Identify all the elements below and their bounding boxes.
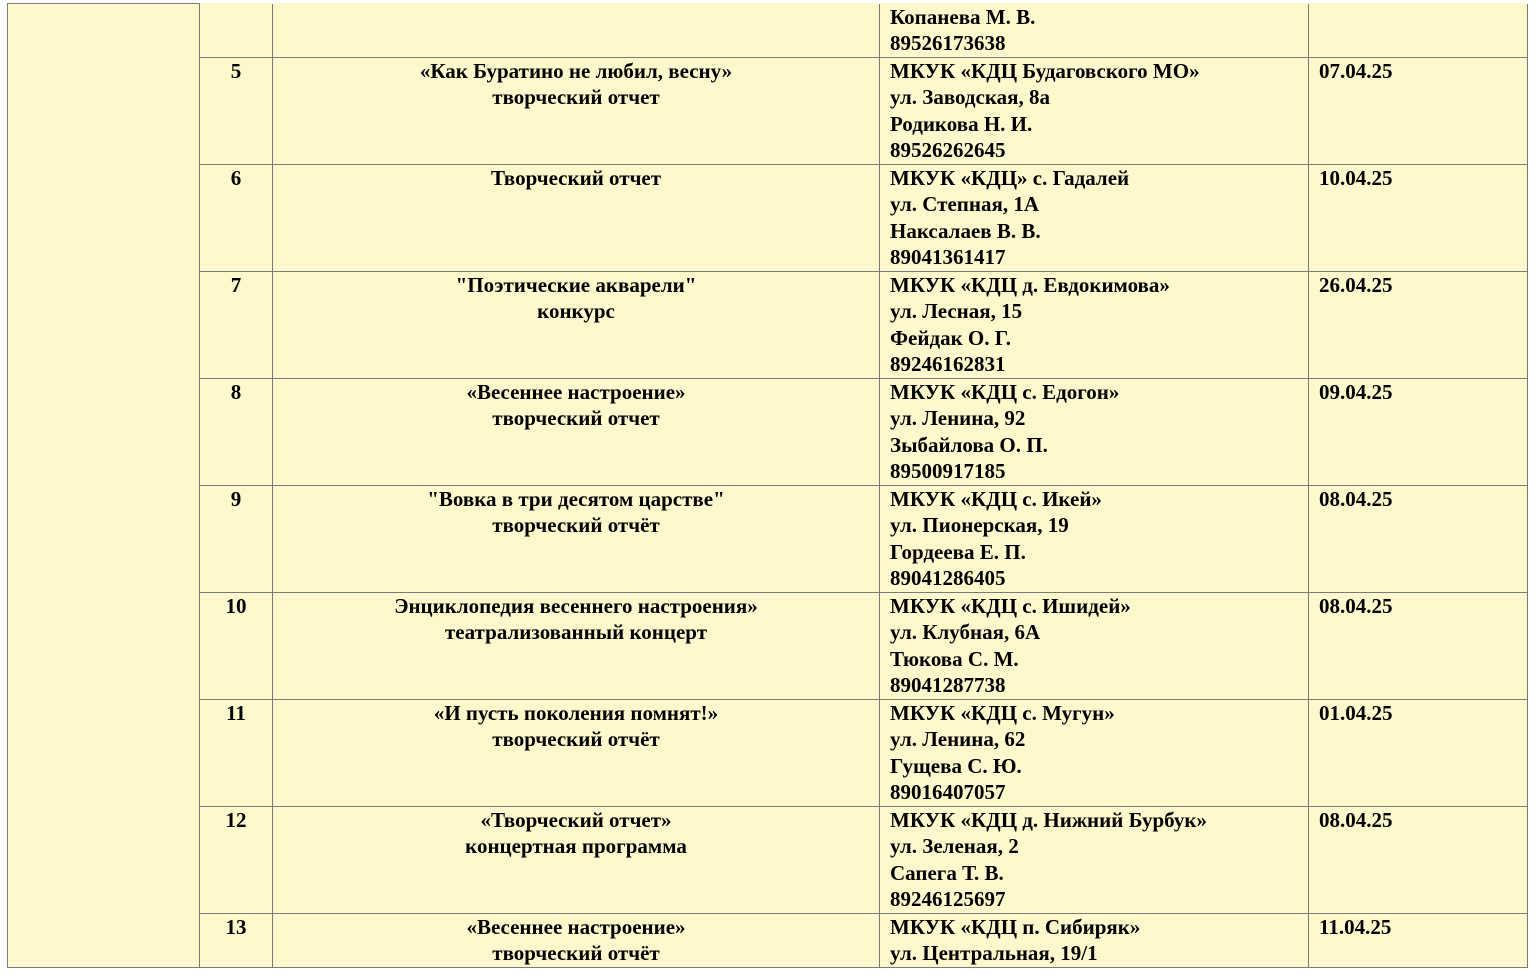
event-cell [273, 4, 880, 58]
event-cell [273, 485, 880, 592]
event-cell [273, 806, 880, 913]
table-row [8, 913, 1528, 967]
event-line: творческий отчёт [492, 941, 660, 965]
venue-line: ул. Степная, 1А [890, 192, 1040, 216]
row-number-cell [200, 592, 273, 699]
date-cell [1309, 592, 1528, 699]
venue-line: МКУК «КДЦ д. Евдокимова» [890, 272, 1170, 297]
venue-line: 89041361417 [890, 245, 1006, 269]
event-cell [273, 913, 880, 967]
venue-line: Гордеева Е. П. [890, 539, 1026, 564]
venue-line: Копанева М. В. [890, 4, 1036, 29]
event-cell [273, 164, 880, 271]
venue-line: МКУК «КДЦ Будаговского МО» [890, 58, 1200, 83]
event-line: Энциклопедия весеннего настроения» [394, 593, 758, 618]
row-number: 10 [225, 593, 247, 618]
table-row [8, 592, 1528, 699]
row-number-cell [200, 271, 273, 378]
venue-line: МКУК «КДЦ» с. Гадалей [890, 165, 1130, 190]
venue-line: МКУК «КДЦ с. Едогон» [890, 379, 1120, 404]
event-line: "Поэтические акварели" [455, 272, 697, 297]
table-row [8, 164, 1528, 271]
venue-line: 89246125697 [890, 887, 1006, 911]
date-cell [1309, 913, 1528, 967]
row-number-cell [200, 4, 273, 58]
venue-cell [880, 485, 1309, 592]
event-line: «Как Буратино не любил, весну» [419, 58, 733, 83]
venue-line: МКУК «КДЦ с. Икей» [890, 486, 1102, 511]
venue-line: МКУК «КДЦ с. Мугун» [890, 700, 1115, 725]
venue-line: Сапега Т. В. [890, 860, 1004, 885]
event-date: 26.04.25 [1319, 272, 1393, 297]
venue-line: 89246162831 [890, 352, 1006, 376]
table-row [8, 485, 1528, 592]
venue-line: Наксалаев В. В. [890, 218, 1041, 243]
event-line: театрализованный концерт [444, 620, 708, 644]
merged-blank-column [8, 4, 200, 968]
venue-line: 89041286405 [890, 566, 1006, 590]
row-number-cell [200, 699, 273, 806]
date-cell [1309, 806, 1528, 913]
venue-line: Тюкова С. М. [890, 646, 1019, 671]
venue-line: ул. Клубная, 6А [890, 620, 1041, 644]
row-number-cell [200, 57, 273, 164]
event-line: «Весеннее настроение» [466, 914, 686, 939]
venue-line: 89041287738 [890, 673, 1006, 697]
table-row [8, 57, 1528, 164]
venue-line: ул. Зеленая, 2 [890, 834, 1019, 858]
date-cell [1309, 378, 1528, 485]
row-number: 8 [230, 379, 242, 404]
table-row [8, 378, 1528, 485]
event-line: творческий отчёт [492, 727, 660, 751]
date-cell [1309, 57, 1528, 164]
table-row [8, 806, 1528, 913]
row-number-cell [200, 164, 273, 271]
event-cell [273, 699, 880, 806]
event-cell [273, 271, 880, 378]
event-line: «Весеннее настроение» [466, 379, 686, 404]
date-cell [1309, 4, 1528, 58]
event-line: концертная программа [465, 834, 687, 858]
venue-cell [880, 699, 1309, 806]
venue-cell [880, 592, 1309, 699]
event-date: 07.04.25 [1319, 58, 1393, 83]
event-line: конкурс [537, 299, 615, 323]
venue-line: ул. Ленина, 62 [890, 727, 1026, 751]
event-date: 10.04.25 [1319, 165, 1393, 190]
venue-cell [880, 57, 1309, 164]
date-cell [1309, 485, 1528, 592]
date-cell [1309, 699, 1528, 806]
row-number-cell [200, 913, 273, 967]
event-line: «И пусть поколения помнят!» [433, 700, 719, 725]
venue-line: МКУК «КДЦ п. Сибиряк» [890, 914, 1141, 939]
venue-line: 89526262645 [890, 138, 1006, 162]
event-cell [273, 592, 880, 699]
event-date: 09.04.25 [1319, 379, 1393, 404]
event-date: 01.04.25 [1319, 700, 1393, 725]
row-number-cell [200, 485, 273, 592]
table-row-continued [8, 4, 1528, 58]
row-number-cell [200, 378, 273, 485]
event-date: 08.04.25 [1319, 807, 1393, 832]
venue-line: 89526173638 [890, 31, 1006, 55]
table-row [8, 699, 1528, 806]
venue-cell [880, 4, 1309, 58]
event-date: 08.04.25 [1319, 593, 1393, 618]
venue-line: ул. Пионерская, 19 [890, 513, 1069, 537]
row-number: 13 [225, 914, 247, 939]
venue-cell [880, 806, 1309, 913]
event-cell [273, 57, 880, 164]
venue-line: Фейдак О. Г. [890, 325, 1012, 350]
venue-line: Гущева С. Ю. [890, 753, 1022, 778]
venue-cell [880, 913, 1309, 967]
date-cell [1309, 271, 1528, 378]
event-line: «Творческий отчет» [480, 807, 672, 832]
row-number: 5 [230, 58, 242, 83]
row-number-cell [200, 806, 273, 913]
row-number: 6 [230, 165, 242, 190]
event-date: 11.04.25 [1319, 914, 1392, 939]
event-line: творческий отчет [492, 406, 660, 430]
venue-line: Зыбайлова О. П. [890, 432, 1048, 457]
event-line: творческий отчёт [492, 513, 660, 537]
row-number: 7 [230, 272, 242, 297]
venue-line: ул. Заводская, 8а [890, 85, 1051, 109]
row-number: 12 [225, 807, 247, 832]
venue-line: ул. Центральная, 19/1 [890, 941, 1098, 965]
event-cell [273, 378, 880, 485]
event-date: 08.04.25 [1319, 486, 1393, 511]
date-cell [1309, 164, 1528, 271]
venue-line: МКУК «КДЦ с. Ишидей» [890, 593, 1131, 618]
row-number: 9 [230, 486, 242, 511]
venue-cell [880, 271, 1309, 378]
events-table [7, 3, 1528, 968]
venue-line: ул. Лесная, 15 [890, 299, 1023, 323]
event-line: Творческий отчет [490, 165, 662, 190]
venue-line: 89500917185 [890, 459, 1006, 483]
venue-line: МКУК «КДЦ д. Нижний Бурбук» [890, 807, 1207, 832]
venue-line: Родикова Н. И. [890, 111, 1033, 136]
venue-line: 89016407057 [890, 780, 1006, 804]
event-line: творческий отчет [492, 85, 660, 109]
table-row [8, 271, 1528, 378]
row-number: 11 [226, 700, 246, 725]
event-line: "Вовка в три десятом царстве" [427, 486, 725, 511]
venue-cell [880, 378, 1309, 485]
venue-line: ул. Ленина, 92 [890, 406, 1026, 430]
venue-cell [880, 164, 1309, 271]
